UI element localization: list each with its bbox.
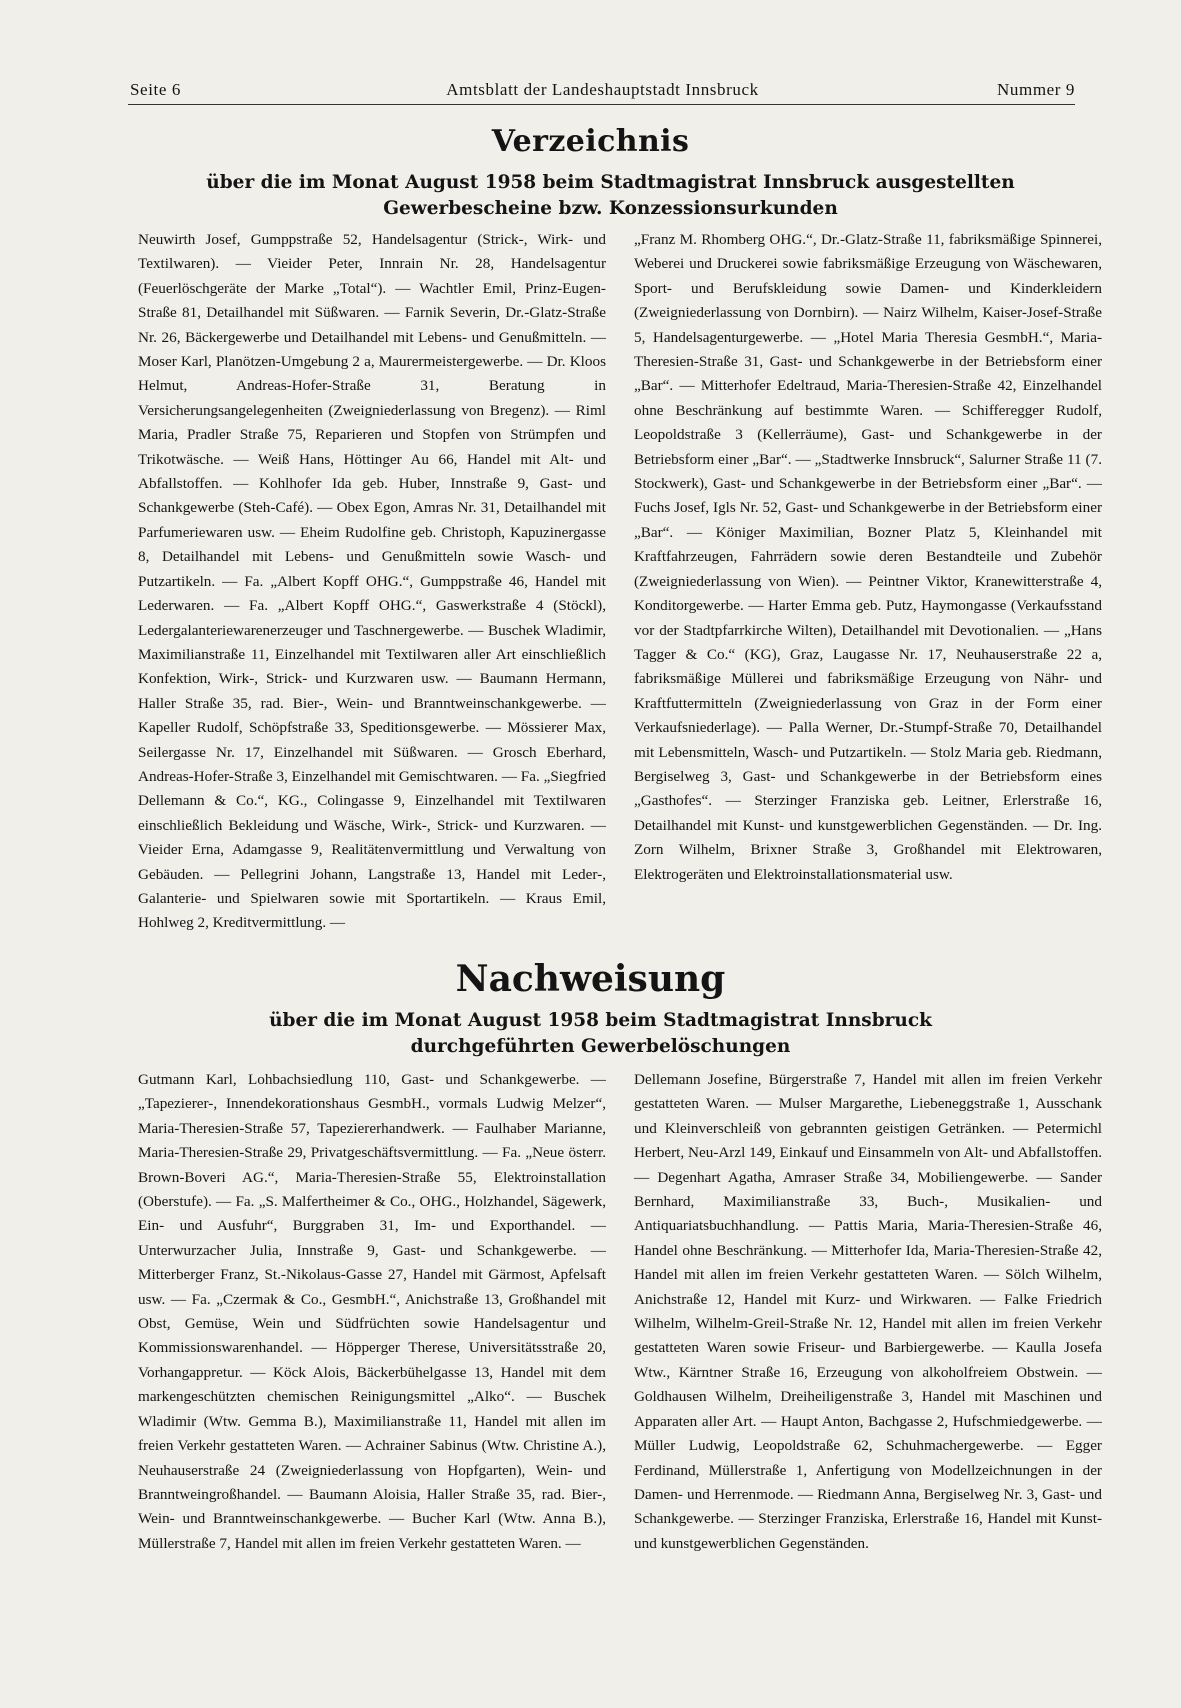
section2-left-text: Gutmann Karl, Lohbachsiedlung 110, Gast- und Schankgewerbe. — „Tapezierer-, Innendekorationshaus GesmbH., vormals Ludwig Melzer“, Maria-Theresien-Straße 57, Tapeziererhandwerk. — Faulhaber Marianne, Maria-Theresien-Straße 29, Privatgeschäftsvermittlung. — Fa. „Neue österr. Brown-Boveri AG.“, Maria-Theresien-Straße 55, Elektroinstallation (Oberstufe). — Fa. „S. Malfertheimer & Co., OHG., Holzhandel, Sägewerk, Ein- und Ausfuhr“, Burggraben 31, Im- und Exporthandel. — Unterwurzacher Julia, Innstraße 9, Gast- und Schankgewerbe. — Mitterberger Franz, St.-Nikolaus-Gasse 27, Handel mit Gärmost, Apfelsaft usw. — Fa. „Czermak & Co., GesmbH.“, Anichstraße 13, Großhandel mit Obst, Gemüse, Wein und Südfrüchten sowie Handelsagentur und Kommissionswarenhandel. — Höpperger Therese, Universitätsstraße 20, Vorhangappretur. — Köck Alois, Bäckerbühelgasse 13, Handel mit dem markengeschützten chemischen Reinigungsmittel „Alko“. — Buschek Wladimir (Wtw. Gemma B.), Maximilianstraße 11, Handel mit allen im freien Verkehr gestatteten Waren. — Achrainer Sabinus (Wtw. Christine A.), Neuhauserstraße 24 (Zweigniederlassung von Hopfgarten), Wein- und Branntweingroßhandel. — Baumann Aloisia, Haller Straße 35, rad. Bier-, Wein- und Branntweinschankgewerbe. — Bucher Karl (Wtw. Anna B.), Müllerstraße 7, Handel mit allen im freien Verkehr gestatteten Waren. — (138, 1071, 606, 1552)
section1-subtitle-1: über die im Monat August 1958 beim Stadtmagistrat Innsbruck ausgestellten (206, 172, 1015, 193)
section1-col-left (138, 228, 606, 940)
section2-subtitle-2: durchgeführten Gewerbelöschungen (410, 1036, 791, 1057)
section1-columns (138, 228, 1102, 940)
publication-title: Amtsblatt der Landeshauptstadt Innsbruck (446, 80, 759, 99)
section2-subtitle-1: über die im Monat August 1958 beim Stadtmagistrat Innsbruck (269, 1010, 932, 1031)
section2-col-left (138, 1068, 606, 1552)
header-rule (128, 104, 1075, 105)
section2-columns (138, 1068, 1102, 1552)
section1-left-text: Neuwirth Josef, Gumppstraße 52, Handelsagentur (Strick-, Wirk- und Textilwaren). — Vieider Peter, Innrain Nr. 28, Handelsagentur (Feuerlöschgeräte der Marke „Total“). — Wachtler Emil, Prinz-Eugen-Straße 81, Detailhandel mit Süßwaren. — Farnik Severin, Dr.-Glatz-Straße Nr. 26, Bäckergewerbe und Detailhandel mit Lebens- und Genußmitteln. — Moser Karl, Planötzen-Umgebung 2 a, Maurermeistergewerbe. — Dr. Kloos Helmut, Andreas-Hofer-Straße 31, Beratung in Versicherungsangelegenheiten (Zweigniederlassung von Bregenz). — Riml Maria, Pradler Straße 75, Reparieren und Stopfen von Strümpfen und Trikotwäsche. — Weiß Hans, Höttinger Au 66, Handel mit Alt- und Abfallstoffen. — Kohlhofer Ida geb. Huber, Innstraße 9, Gast- und Schankgewerbe (Steh-Café). — Obex Egon, Amras Nr. 31, Detailhandel mit Parfumeriewaren usw. — Eheim Rudolfine geb. Christoph, Kapuzinergasse 8, Detailhandel mit Lebens- und Genußmitteln sowie Wasch- und Putzartikeln. — Fa. „Albert Kopff OHG.“, Gumppstraße 46, Handel mit Lederwaren. — Fa. „Albert Kopff OHG.“, Gaswerkstraße 4 (Stöckl), Ledergalanteriewarenerzeuger und Taschnergewerbe. — Buschek Wladimir, Maximilianstraße 11, Einzelhandel mit Textilwaren aller Art einschließlich Konfektion, Wirk-, Strick- und Kurzwaren usw. — Baumann Hermann, Haller Straße 35, rad. Bier-, Wein- und Branntweinschankgewerbe. — Kapeller Rudolf, Schöpfstraße 33, Speditionsgewerbe. — Mössierer Max, Seilergasse Nr. 17, Einzelhandel mit Süßwaren. — Grosch Eberhard, Andreas-Hofer-Straße 3, Einzelhandel mit Gemischtwaren. — Fa. „Siegfried Dellemann & Co.“, KG., Colingasse 9, Einzelhandel mit Textilwaren einschließlich Bekleidung und Wäsche, Wirk-, Strick- und Kurzwaren. — Vieider Erna, Adamgasse 9, Realitätenvermittlung und Verwaltung von Gebäuden. — Pellegrini Johann, Langstraße 13, Handel mit Leder-, Galanterie- und Spielwaren sowie mit Sportartikeln. — Kraus Emil, Hohlweg 2, Kreditvermittlung. — (138, 231, 606, 932)
section1-subtitle-2: Gewerbescheine bzw. Konzessionsurkunden (383, 198, 838, 219)
section1-col-right (634, 228, 1102, 940)
section2-col-right (634, 1068, 1102, 1552)
running-header (130, 80, 1075, 102)
issue-number: Nummer 9 (997, 80, 1075, 99)
section2-title: Nachweisung (455, 958, 726, 1000)
page-label: Seite 6 (130, 80, 181, 99)
section1-right-text: „Franz M. Rhomberg OHG.“, Dr.-Glatz-Straße 11, fabriksmäßige Spinnerei, Weberei und Druckerei sowie fabriksmäßige Erzeugung von Wäschewaren, Sport- und Berufskleidung sowie Damen- und Kinderkleidern (Zweigniederlassung von Dornbirn). — Nairz Wilhelm, Kaiser-Josef-Straße 5, Handelsagenturgewerbe. — „Hotel Maria Theresia GesmbH.“, Maria-Theresien-Straße 31, Gast- und Schankgewerbe in der Betriebsform einer „Bar“. — Mitterhofer Edeltraud, Maria-Theresien-Straße 42, Einzelhandel ohne Beschränkung auf bestimmte Waren. — Schifferegger Rudolf, Leopoldstraße 3 (Kellerräume), Gast- und Schankgewerbe in der Betriebsform einer „Bar“. — „Stadtwerke Innsbruck“, Salurner Straße 11 (7. Stockwerk), Gast- und Schankgewerbe in der Betriebsform einer „Bar“. — Fuchs Josef, Igls Nr. 52, Gast- und Schankgewerbe in der Betriebsform einer „Bar“. — Königer Maximilian, Bozner Platz 5, Kleinhandel mit Kraftfahrzeugen, Fahrrädern sowie deren Bestandteile und Zubehör (Zweigniederlassung von Wien). — Peintner Viktor, Kranewitterstraße 4, Konditorgewerbe. — Harter Emma geb. Putz, Haymongasse (Verkaufsstand vor der Stadtpfarrkirche Wilten), Detailhandel mit Devotionalien. — „Hans Tagger & Co.“ (KG), Graz, Laugasse Nr. 17, Neuhauserstraße 22 a, fabriksmäßige Müllerei und fabriksmäßige Erzeugung von Nähr- und Kraftfuttermitteln (Zweigniederlassung von Graz in der Form einer Verkaufsniederlage). — Palla Werner, Dr.-Stumpf-Straße 70, Detailhandel mit Lebensmitteln, Wasch- und Putzartikeln. — Stolz Maria geb. Riedmann, Bergiselweg 3, Gast- und Schankgewerbe in der Betriebsform eines „Gasthofes“. — Sterzinger Franziska geb. Leitner, Erlerstraße 16, Detailhandel mit Kunst- und kunstgewerblichen Gegenständen. — Dr. Ing. Zorn Wilhelm, Brixner Straße 3, Großhandel mit Elektrowaren, Elektrogeräten und Elektroinstallationsmaterial usw. (634, 231, 1102, 883)
section1-title: Verzeichnis (491, 124, 690, 159)
section2-right-text: Dellemann Josefine, Bürgerstraße 7, Handel mit allen im freien Verkehr gestatteten Waren. — Mulser Margarethe, Liebeneggstraße 1, Ausschank und Kleinverschleiß von gebrannten geistigen Getränken. — Petermichl Herbert, Neu-Arzl 149, Einkauf und Einsammeln von Alt- und Abfallstoffen. — Degenhart Agatha, Amraser Straße 34, Mobiliengewerbe. — Sander Bernhard, Maximilianstraße 33, Buch-, Musikalien- und Antiquariatsbuchhandlung. — Pattis Maria, Maria-Theresien-Straße 46, Handel ohne Beschränkung. — Mitterhofer Ida, Maria-Theresien-Straße 42, Handel mit allen im freien Verkehr gestatteten Waren. — Sölch Wilhelm, Anichstraße 12, Handel mit Kurz- und Wirkwaren. — Falke Friedrich Wilhelm, Wilhelm-Greil-Straße Nr. 12, Handel mit allen im freien Verkehr gestatteten Waren sowie Friseur- und Barbiergewerbe. — Kaulla Josefa Wtw., Kärntner Straße 16, Erzeugung von alkoholfreiem Obstwein. — Goldhausen Wilhelm, Dreiheiligenstraße 3, Handel mit Maschinen und Apparaten aller Art. — Haupt Anton, Bachgasse 2, Hufschmiedgewerbe. — Müller Ludwig, Leopoldstraße 62, Schuhmachergewerbe. — Egger Ferdinand, Müllerstraße 1, Anfertigung von Modellzeichnungen in der Damen- und Herrenmode. — Riedmann Anna, Bergiselweg Nr. 3, Gast- und Schankgewerbe. — Sterzinger Franziska, Erlerstraße 16, Handel mit Kunst- und kunstgewerblichen Gegenständen. (634, 1071, 1102, 1552)
